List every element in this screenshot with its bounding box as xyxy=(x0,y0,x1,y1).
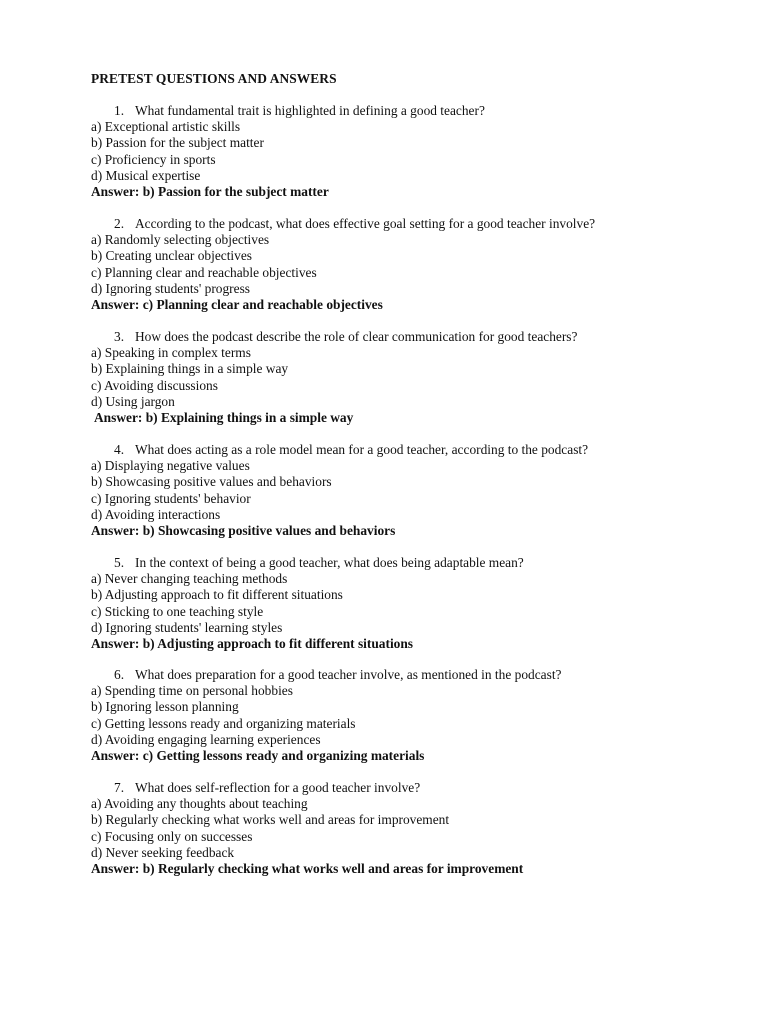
question-number: 5. xyxy=(114,555,125,570)
answer-line: Answer: c) Getting lessons ready and organizing materials xyxy=(91,747,425,763)
question-line xyxy=(91,216,751,232)
question-line xyxy=(91,667,751,683)
question-block-2 xyxy=(91,216,751,313)
answer-line: Answer: b) Adjusting approach to fit different situations xyxy=(91,635,414,651)
option-c: c) Avoiding discussions xyxy=(91,377,218,393)
option-a: a) Avoiding any thoughts about teaching xyxy=(91,796,308,812)
option-b: b) Adjusting approach to fit different situations xyxy=(91,587,343,603)
option-b: b) Creating unclear objectives xyxy=(91,248,252,264)
question-line xyxy=(91,329,751,345)
answer-line: Answer: b) Showcasing positive values and behaviors xyxy=(91,522,396,538)
option-b: b) Explaining things in a simple way xyxy=(91,361,289,377)
question-line xyxy=(91,555,751,571)
question-line xyxy=(91,103,751,119)
option-b: b) Regularly checking what works well and areas for improvement xyxy=(91,812,450,828)
question-text: According to the podcast, what does effective goal setting for a good teacher involve? xyxy=(135,216,596,231)
question-block-7 xyxy=(91,780,751,877)
answer-line: Answer: c) Planning clear and reachable objectives xyxy=(91,296,383,312)
option-a: a) Randomly selecting objectives xyxy=(91,232,270,248)
question-text: What fundamental trait is highlighted in defining a good teacher? xyxy=(135,103,485,118)
option-b: b) Showcasing positive values and behaviors xyxy=(91,474,332,490)
option-c: c) Sticking to one teaching style xyxy=(91,603,264,619)
answer-line: Answer: b) Explaining things in a simple way xyxy=(94,409,354,425)
option-b: b) Ignoring lesson planning xyxy=(91,699,239,715)
option-a: a) Never changing teaching methods xyxy=(91,571,288,587)
document-title: PRETEST QUESTIONS AND ANSWERS xyxy=(91,71,337,86)
question-block-6 xyxy=(91,667,751,764)
question-number: 1. xyxy=(114,103,125,118)
question-block-1 xyxy=(91,103,751,200)
option-d: d) Never seeking feedback xyxy=(91,844,235,860)
question-number: 7. xyxy=(114,780,125,795)
question-text: What does preparation for a good teacher involve, as mentioned in the podcast? xyxy=(135,667,562,682)
question-number: 6. xyxy=(114,667,125,682)
question-block-4 xyxy=(91,442,751,539)
question-text: What does self-reflection for a good teacher involve? xyxy=(135,780,421,795)
question-text: In the context of being a good teacher, what does being adaptable mean? xyxy=(135,555,524,570)
option-c: c) Proficiency in sports xyxy=(91,151,216,167)
option-d: d) Avoiding engaging learning experiences xyxy=(91,731,321,747)
answer-line: Answer: b) Regularly checking what works well and areas for improvement xyxy=(91,860,524,876)
question-number: 3. xyxy=(114,329,125,344)
question-block-3 xyxy=(91,329,751,426)
option-a: a) Displaying negative values xyxy=(91,458,250,474)
option-c: c) Ignoring students' behavior xyxy=(91,490,251,506)
question-text: What does acting as a role model mean for a good teacher, according to the podcast? xyxy=(135,442,589,457)
option-c: c) Getting lessons ready and organizing materials xyxy=(91,715,356,731)
question-text: How does the podcast describe the role of clear communication for good teachers? xyxy=(135,329,578,344)
answer-line: Answer: b) Passion for the subject matter xyxy=(91,183,329,199)
question-line xyxy=(91,780,751,796)
question-line xyxy=(91,442,751,458)
option-a: a) Speaking in complex terms xyxy=(91,345,251,361)
option-d: d) Musical expertise xyxy=(91,167,201,183)
option-b: b) Passion for the subject matter xyxy=(91,135,264,151)
option-d: d) Using jargon xyxy=(91,393,175,409)
question-number: 2. xyxy=(114,216,125,231)
option-d: d) Ignoring students' progress xyxy=(91,280,250,296)
option-a: a) Exceptional artistic skills xyxy=(91,119,241,135)
option-c: c) Focusing only on successes xyxy=(91,828,253,844)
question-block-5 xyxy=(91,555,751,652)
option-d: d) Avoiding interactions xyxy=(91,506,221,522)
question-number: 4. xyxy=(114,442,125,457)
option-d: d) Ignoring students' learning styles xyxy=(91,619,283,635)
option-c: c) Planning clear and reachable objectives xyxy=(91,264,317,280)
option-a: a) Spending time on personal hobbies xyxy=(91,683,293,699)
